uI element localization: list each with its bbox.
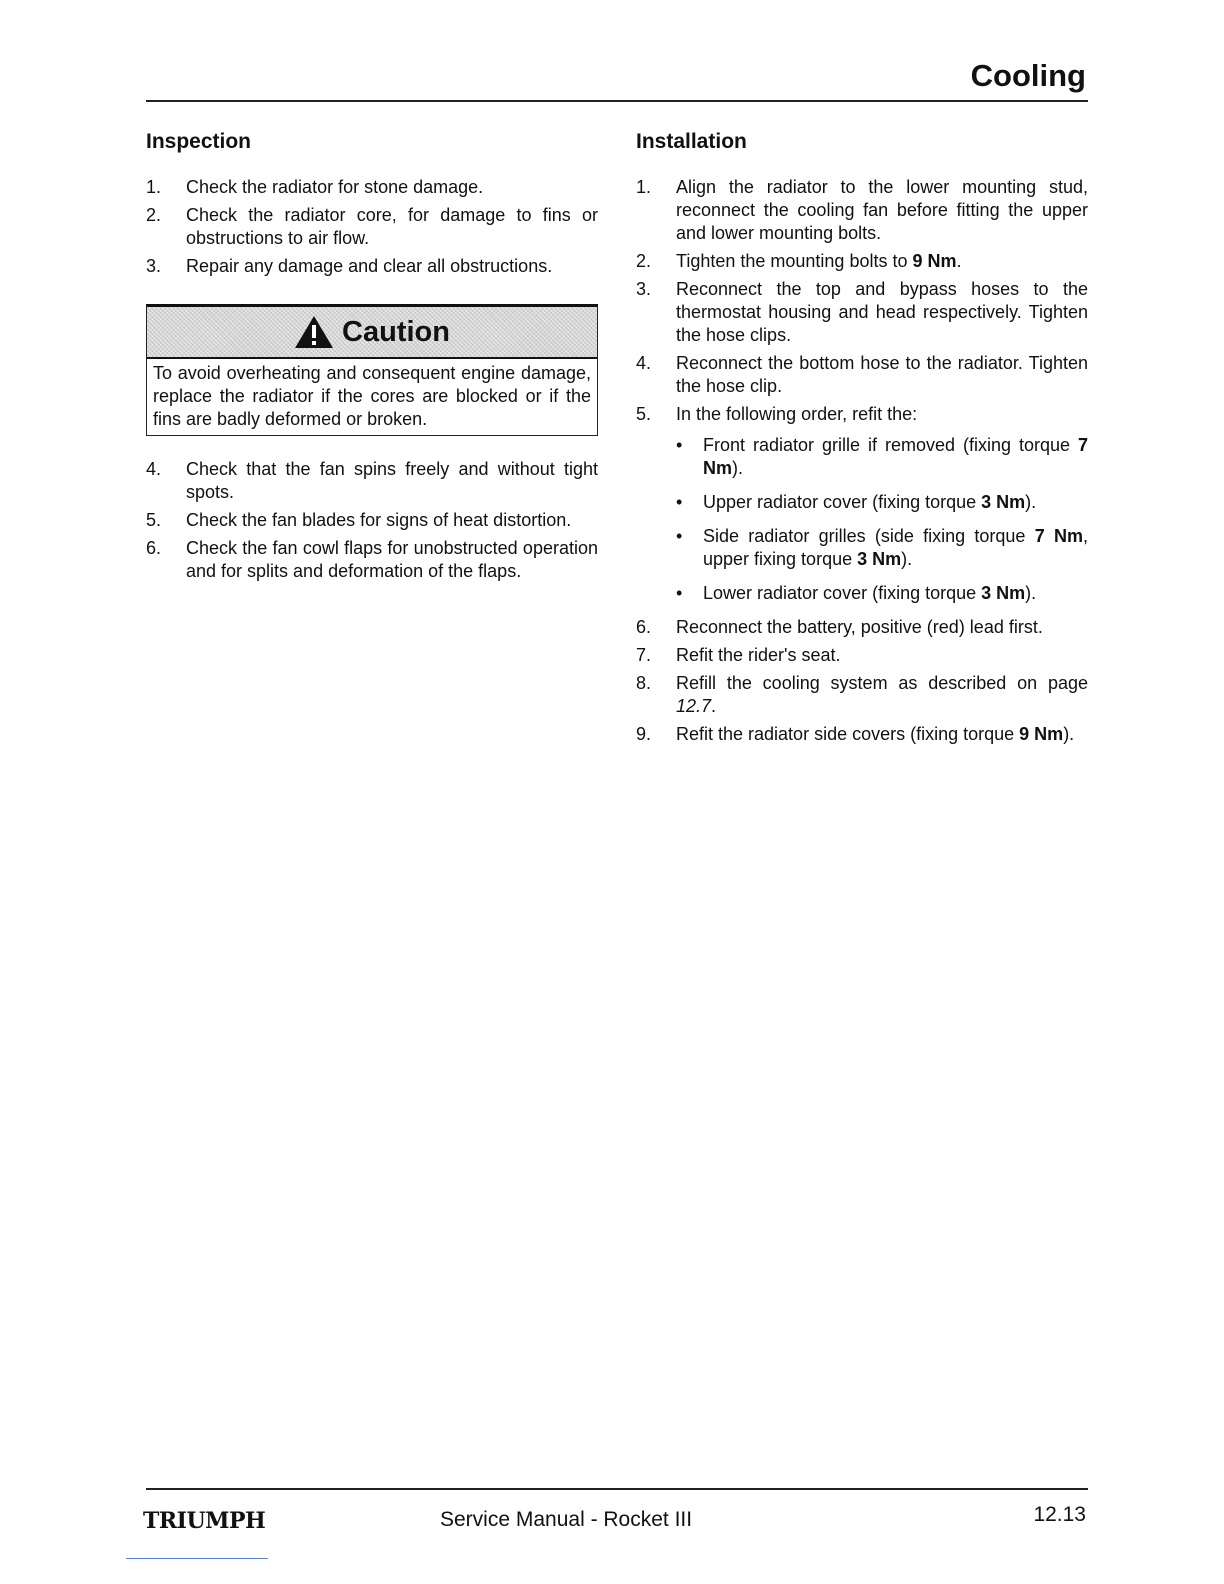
link-underline <box>126 1558 268 1559</box>
step-text-end: . <box>711 696 717 716</box>
page-title: Cooling <box>970 58 1086 93</box>
step-text-end: ). <box>1063 724 1075 744</box>
list-item <box>146 255 598 278</box>
step-number: 3. <box>146 256 162 276</box>
step-number: 9. <box>636 724 652 744</box>
torque-value: 7 Nm <box>703 435 1088 478</box>
list-item <box>146 458 598 504</box>
refit-list <box>636 434 1088 605</box>
step-text-end: . <box>956 251 962 271</box>
page-number: 12.13 <box>1033 1503 1086 1526</box>
bullet-dot: • <box>676 583 683 603</box>
caution-text: To avoid overheating and consequent engine damage, replace the radiator if the cores are blocked or if the fins are badly deformed or broken. <box>153 363 591 429</box>
inspection-steps-before <box>146 176 598 278</box>
step-number: 6. <box>146 538 162 558</box>
list-item <box>146 176 598 199</box>
bullet-text-mid: , upper fixing torque <box>703 526 1088 569</box>
caution-header <box>147 307 597 359</box>
step-text: Refit the radiator side covers (fixing torque <box>676 724 1020 744</box>
step-number: 5. <box>146 510 162 530</box>
list-item <box>636 403 1088 605</box>
torque-value: 9 Nm <box>912 251 957 271</box>
list-item <box>636 278 1088 347</box>
list-item <box>636 672 1088 718</box>
bullet-item <box>636 525 1088 571</box>
step-number: 4. <box>636 353 652 373</box>
bullet-item <box>636 582 1088 605</box>
step-text: Check the radiator core, for damage to fins or obstructions to air flow. <box>186 205 598 248</box>
triumph-logo: TRIUMPH <box>143 1508 266 1534</box>
bullet-item <box>636 491 1088 514</box>
torque-value: 3 Nm <box>981 492 1026 512</box>
step-number: 6. <box>636 617 652 637</box>
step-text: Repair any damage and clear all obstructions. <box>186 256 553 276</box>
torque-value: 7 Nm <box>1034 526 1083 546</box>
caution-box <box>146 304 598 436</box>
step-text: Reconnect the top and bypass hoses to the thermostat housing and head respectively. Tighten the hose clips. <box>676 279 1088 345</box>
step-text: Refit the rider's seat. <box>676 645 841 665</box>
bullet-text: Front radiator grille if removed (fixing torque <box>703 435 1078 455</box>
bullet-text-end: ). <box>901 549 913 569</box>
list-item <box>636 176 1088 245</box>
bullet-item <box>636 434 1088 480</box>
list-item <box>636 723 1088 746</box>
bullet-text: Upper radiator cover (fixing torque <box>703 492 982 512</box>
bullet-dot: • <box>676 435 683 455</box>
step-number: 1. <box>146 177 162 197</box>
list-item <box>636 644 1088 667</box>
bullet-text: Lower radiator cover (fixing torque <box>703 583 982 603</box>
manual-title: Service Manual - Rocket III <box>440 1508 693 1531</box>
step-number: 4. <box>146 459 162 479</box>
list-item <box>636 352 1088 398</box>
step-number: 8. <box>636 673 652 693</box>
inspection-steps-after <box>146 458 598 583</box>
footer-rule <box>146 1488 1088 1490</box>
torque-value: 3 Nm <box>981 583 1026 603</box>
step-number: 3. <box>636 279 652 299</box>
step-text: Refill the cooling system as described on page <box>676 673 1088 693</box>
page-reference: 12.7 <box>676 696 712 716</box>
installation-section <box>636 130 1088 751</box>
installation-steps <box>636 176 1088 746</box>
step-text: Check the fan cowl flaps for unobstructed operation and for splits and deformation of the flaps. <box>186 538 598 581</box>
step-text: Check the fan blades for signs of heat distortion. <box>186 510 572 530</box>
bullet-text-end: ). <box>1025 583 1037 603</box>
inspection-heading: Inspection <box>146 130 252 153</box>
step-text: Check that the fan spins freely and without tight spots. <box>186 459 598 502</box>
step-text: Check the radiator for stone damage. <box>186 177 484 197</box>
list-item <box>146 204 598 250</box>
list-item <box>146 537 598 583</box>
installation-heading: Installation <box>636 130 747 153</box>
list-item <box>146 509 598 532</box>
bullet-dot: • <box>676 526 683 546</box>
step-number: 7. <box>636 645 652 665</box>
torque-value: 9 Nm <box>1019 724 1064 744</box>
warning-triangle-icon <box>294 315 334 349</box>
bullet-text: Side radiator grilles (side fixing torque <box>703 526 1035 546</box>
header-rule <box>146 100 1088 102</box>
step-text: Reconnect the bottom hose to the radiator. Tighten the hose clip. <box>676 353 1088 396</box>
list-item <box>636 250 1088 273</box>
bullet-text-end: ). <box>732 458 744 478</box>
step-number: 2. <box>146 205 162 225</box>
step-text: Tighten the mounting bolts to <box>676 251 913 271</box>
torque-value: 3 Nm <box>857 549 902 569</box>
step-text: In the following order, refit the: <box>676 404 918 424</box>
step-text: Reconnect the battery, positive (red) lead first. <box>676 617 1043 637</box>
list-item <box>636 616 1088 639</box>
bullet-text-end: ). <box>1025 492 1037 512</box>
bullet-dot: • <box>676 492 683 512</box>
inspection-section <box>146 130 598 588</box>
step-number: 1. <box>636 177 652 197</box>
step-text: Align the radiator to the lower mounting stud, reconnect the cooling fan before fitting the upper and lower mounting bolts. <box>676 177 1088 243</box>
caution-title: Caution <box>342 315 450 348</box>
step-number: 2. <box>636 251 652 271</box>
step-number: 5. <box>636 404 652 424</box>
